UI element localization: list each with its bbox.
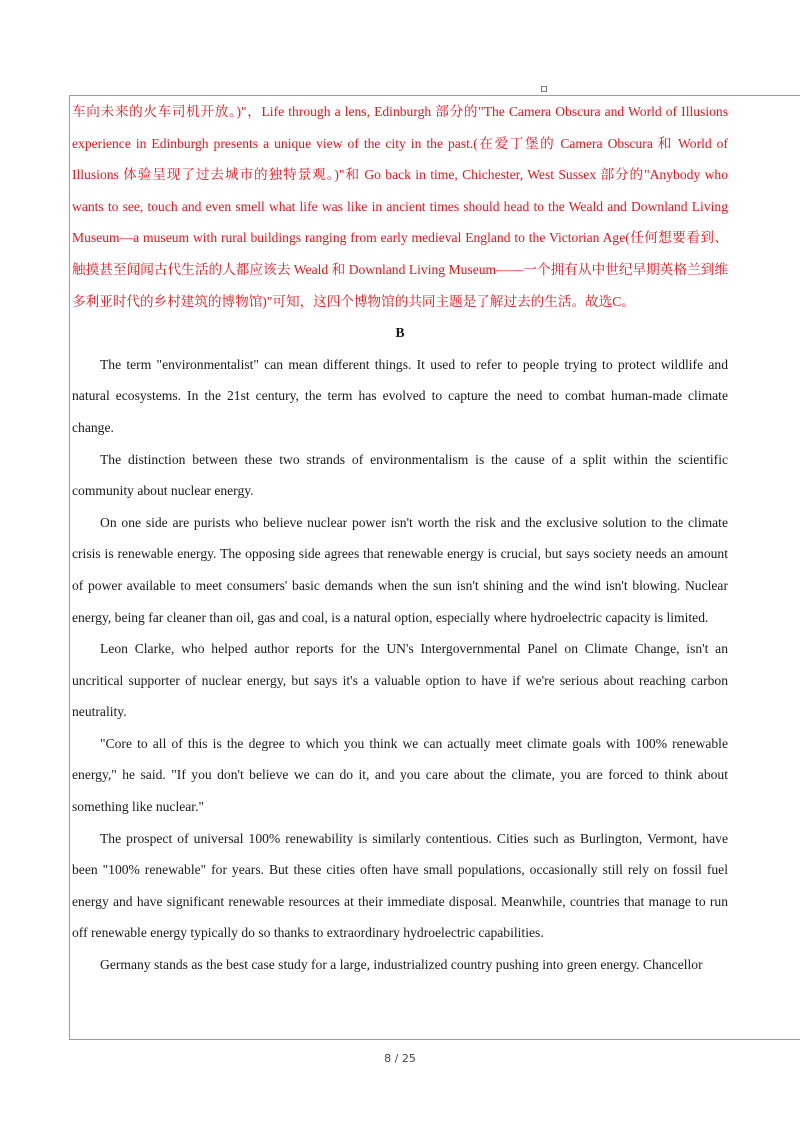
paragraph-4: Leon Clarke, who helped author reports for the UN's Intergovernmental Panel on Climate Change, isn't an uncritical supporter of nuclear energy, but says it's a valuable option to have if we're serious about reaching carbon neutrality. <box>72 641 728 720</box>
paragraph-5: "Core to all of this is the degree to which you think we can actually meet climate goals with 100% renewable energy," he said. "If you don't believe we can do it, and you care about the climate, you are forced to think about something like nuclear." <box>72 735 728 815</box>
section-heading: B <box>395 325 405 341</box>
page-number: 8 / 25 <box>384 1052 416 1065</box>
paragraph-2: The distinction between these two strands of environmentalism is the cause of a split within the scientific community about nuclear energy. <box>72 451 728 499</box>
paragraph-7: Germany stands as the best case study for a large, industrialized country pushing into green energy. Chancellor <box>100 957 703 973</box>
paragraph-1: The term "environmentalist" can mean different things. It used to refer to people trying to protect wildlife and natural ecosystems. In the 21st century, the term has evolved to capture the need to combat human-made climate change. <box>72 356 728 435</box>
anchor-mark <box>541 86 547 92</box>
paragraph-6: The prospect of universal 100% renewability is similarly contentious. Cities such as Burlington, Vermont, have been "100% renewable" for years. But these cities often have small populations, occasionally still rely on fossil fuel energy and have significant renewable resources at their immediate disposal. Meanwhile, countries that manage to run off renewable energy typically do so thanks to extraordinary hydroelectric capabilities. <box>72 830 728 941</box>
document-content <box>72 96 728 981</box>
answer-explanation: 车向未来的火车司机开放。)"，Life through a lens, Edinburgh 部分的"The Camera Obscura and World of Illusions experience in Edinburgh presents a unique view of the city in the past.(在爱丁堡的 Camera Obscura 和 World of Illusions 体验呈现了过去城市的独特景观。)"和 Go back in time, Chichester, West Sussex 部分的"Anybody who wants to see, touch and even smell what life was like in ancient times should head to the Weald and Downland Living Museum—a museum with rural buildings ranging from early medieval England to the Victorian Age(任何想要看到、触摸甚至闻闻古代生活的人都应该去 Weald 和 Downland Living Museum——一个拥有从中世纪早期英格兰到维多利亚时代的乡村建筑的博物馆)"可知，这四个博物馆的共同主题是了解过去的生活。故选C。 <box>72 104 728 309</box>
paragraph-3: On one side are purists who believe nuclear power isn't worth the risk and the exclusive solution to the climate crisis is renewable energy. The opposing side agrees that renewable energy is crucial, but says society needs an amount of power available to meet consumers' basic demands when the sun isn't shining and the wind isn't blowing. Nuclear energy, being far cleaner than oil, gas and coal, is a natural option, especially where hydroelectric capacity is limited. <box>72 514 728 625</box>
